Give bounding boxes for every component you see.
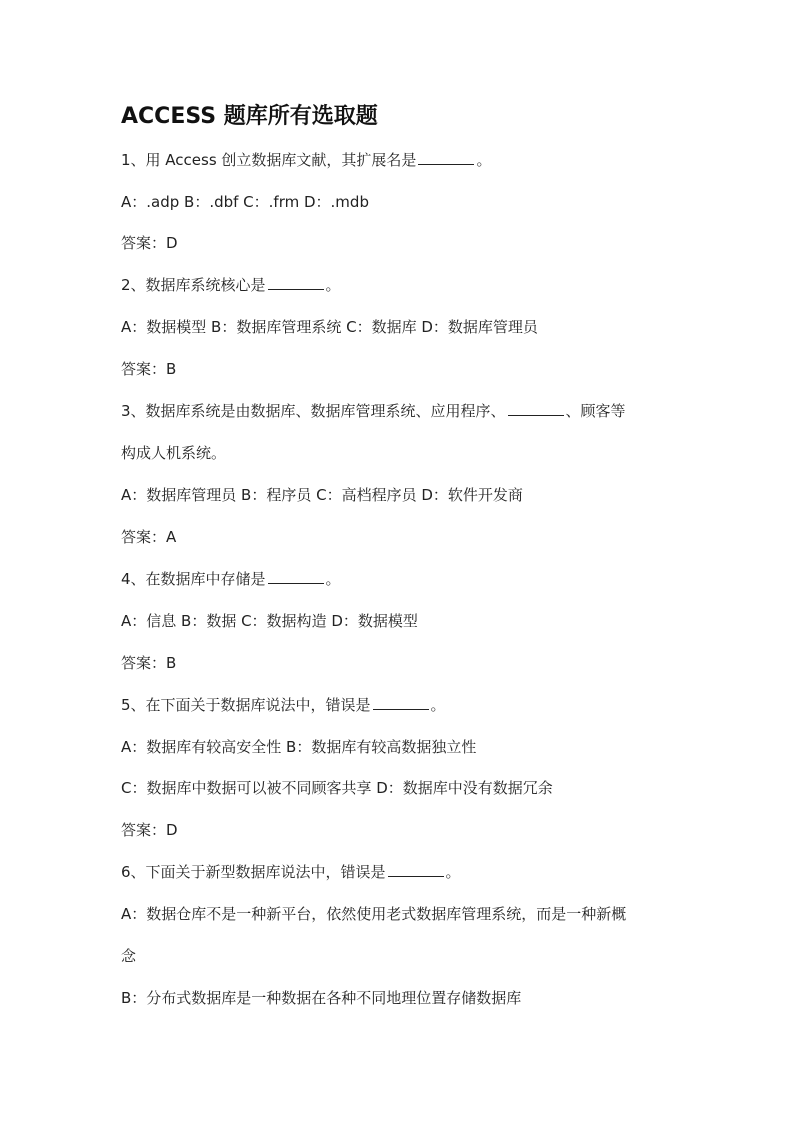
question-2-answer: 答案：B [121,360,177,378]
question-4-options: A：信息 B：数据 C：数据构造 D：数据模型 [121,612,418,630]
question-5-options-line-2: C：数据库中数据可以被不同顾客共享 D：数据库中没有数据冗余 [121,779,553,797]
question-1-options: A：.adp B：.dbf C：.frm D：.mdb [121,193,369,211]
answer-blank [388,862,444,877]
question-4-answer: 答案：B [121,654,177,672]
question-1-answer: 答案：D [121,234,178,252]
question-5-answer: 答案：D [121,821,178,839]
question-3-text-end: 、顾客等 [565,402,626,420]
question-1-text-end: 。 [476,151,492,169]
question-4-text: 4、在数据库中存储是 [121,570,266,588]
answer-blank [373,695,429,710]
question-5-text-end: 。 [430,696,446,714]
question-6-text: 6、下面关于新型数据库说法中，错误是 [121,863,386,881]
question-5-stem [121,693,446,717]
answer-blank [418,150,474,165]
question-3-text: 3、数据库系统是由数据库、数据库管理系统、应用程序、 [121,402,506,420]
question-4-text-end: 。 [325,570,341,588]
question-3-stem-continued: 构成人机系统。 [121,444,227,462]
question-2-stem [121,273,341,297]
question-5-options-line-1: A：数据库有较高安全性 B：数据库有较高数据独立性 [121,738,477,756]
question-4-stem [121,567,341,591]
question-2-options: A：数据模型 B：数据库管理系统 C：数据库 D：数据库管理员 [121,318,538,336]
question-3-answer: 答案：A [121,528,177,546]
question-1-text: 1、用 Access 创立数据库文献，其扩展名是 [121,151,417,169]
question-6-option-a-continued: 念 [121,947,137,965]
answer-blank [508,401,564,416]
question-6-option-b: B：分布式数据库是一种数据在各种不同地理位置存储数据库 [121,989,522,1007]
question-6-stem [121,860,461,884]
document-title: ACCESS 题库所有选取题 [121,104,378,129]
question-1-stem [121,148,491,172]
question-6-option-a: A：数据仓库不是一种新平台，依然使用老式数据库管理系统，而是一种新概 [121,905,627,923]
answer-blank [268,569,324,584]
question-3-options: A：数据库管理员 B：程序员 C：高档程序员 D：软件开发商 [121,486,523,504]
question-6-text-end: 。 [445,863,461,881]
question-3-stem [121,399,626,423]
question-2-text: 2、数据库系统核心是 [121,276,266,294]
question-2-text-end: 。 [325,276,341,294]
question-5-text: 5、在下面关于数据库说法中，错误是 [121,696,371,714]
answer-blank [268,275,324,290]
